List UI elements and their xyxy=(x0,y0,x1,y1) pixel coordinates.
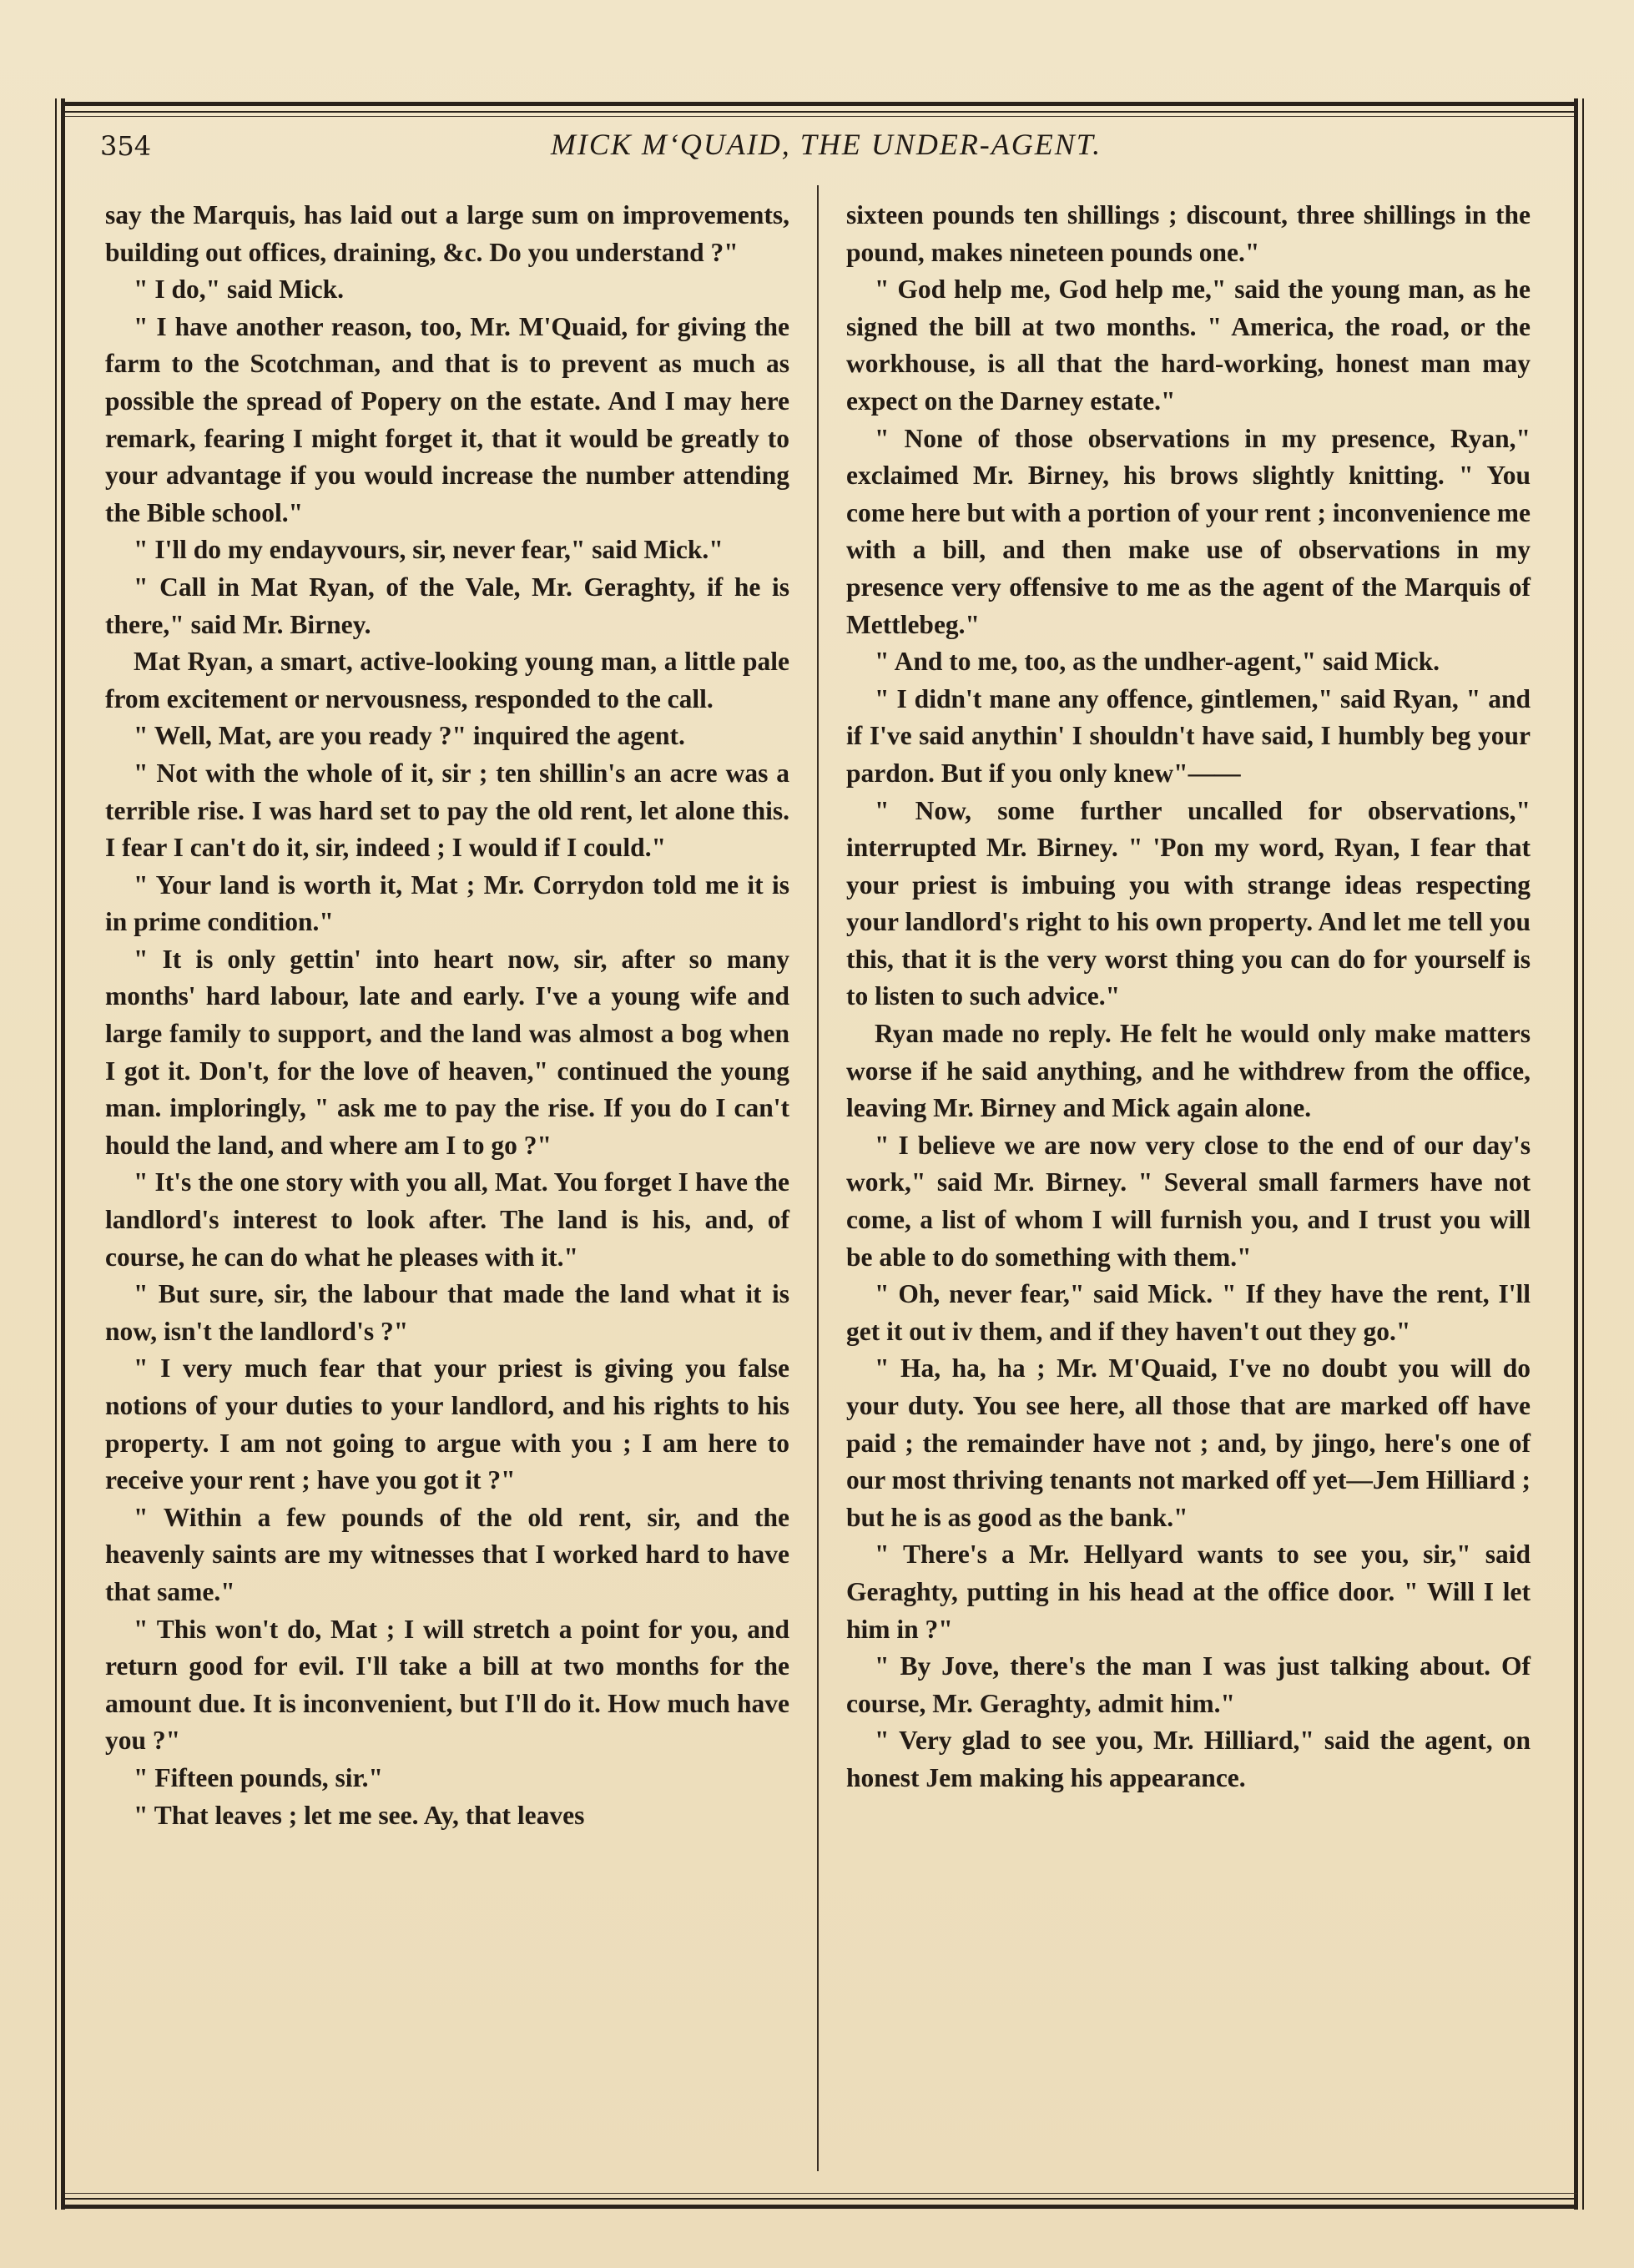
paragraph: Mat Ryan, a smart, active-looking young man, a little pale from excitement or nervousness, responded to the call. xyxy=(105,647,789,713)
left-column xyxy=(105,197,789,1834)
paragraph: " This won't do, Mat ; I will stretch a point for you, and return good for evil. I'll take a bill at two months for the amount due. It is inconvenient, but I'll do it. How much have you ?" xyxy=(105,1614,789,1756)
paragraph: " Well, Mat, are you ready ?" inquired the agent. xyxy=(134,721,685,751)
right-column xyxy=(846,197,1531,1797)
paragraph: " Call in Mat Ryan, of the Vale, Mr. Geraghty, if he is there," said Mr. Birney. xyxy=(105,572,789,639)
paragraph: " Oh, never fear," said Mick. " If they have the rent, I'll get it out iv them, and if they haven't out they go." xyxy=(846,1279,1531,1346)
right-border xyxy=(1574,98,1584,2210)
page-header xyxy=(92,125,1561,167)
top-rule xyxy=(65,102,1577,106)
paragraph: " By Jove, there's the man I was just talking about. Of course, Mr. Geraghty, admit him." xyxy=(846,1651,1531,1718)
paragraph: " It's the one story with you all, Mat. You forget I have the landlord's interest to look after. The land is his, and, of course, he can do what he pleases with it." xyxy=(105,1167,789,1272)
paragraph: " I didn't mane any offence, gintlemen," said Ryan, " and if I've said anythin' I shouldn't have said, I humbly beg your pardon. But if you only knew"—— xyxy=(846,683,1531,788)
paragraph: " Not with the whole of it, sir ; ten shillin's an acre was a terrible rise. I was hard set to pay the old rent, let alone this. I fear I can't do it, sir, indeed ; I would if I could." xyxy=(105,758,789,863)
paragraph: say the Marquis, has laid out a large sum on improvements, building out offices, draining, &c. Do you understand ?" xyxy=(105,200,789,267)
paragraph: " Your land is worth it, Mat ; Mr. Corrydon told me it is in prime condition." xyxy=(105,869,789,937)
paragraph: " I believe we are now very close to the end of our day's work," said Mr. Birney. " Several small farmers have not come, a list of whom I will furnish you, and I trust you will be able to do something with them." xyxy=(846,1130,1531,1272)
paragraph: sixteen pounds ten shillings ; discount, three shillings in the pound, makes nineteen pounds one." xyxy=(846,200,1531,267)
paragraph: " I'll do my endayvours, sir, never fear," said Mick." xyxy=(134,535,724,565)
paragraph: Ryan made no reply. He felt he would only make matters worse if he said anything, and he withdrew from the office, leaving Mr. Birney and Mick again alone. xyxy=(846,1019,1531,1123)
paragraph: " I have another reason, too, Mr. M'Quaid, for giving the farm to the Scotchman, and that is to prevent as much as possible the spread of Popery on the estate. And I may here remark, fearing I might forget it, that it would be greatly to your advantage if you would increase the number attending the Bible school." xyxy=(105,311,789,527)
paragraph: " But sure, sir, the labour that made the land what it is now, isn't the landlord's ?" xyxy=(105,1279,789,1346)
paragraph: " I do," said Mick. xyxy=(134,275,345,305)
paragraph: " It is only gettin' into heart now, sir, after so many months' hard labour, late and early. I've a young wife and large family to support, and the land was almost a bog when I got it. Don't, for the love of heaven," continued the young man. imploringly, " ask me to pay the rise. If you do I can't hould the land, and where am I to go ?" xyxy=(105,944,789,1160)
left-border xyxy=(55,98,65,2210)
paragraph: " There's a Mr. Hellyard wants to see you, sir," said Geraghty, putting in his head at the office door. " Will I let him in ?" xyxy=(846,1540,1531,1644)
page-number: 354 xyxy=(100,130,152,162)
paragraph: " Now, some further uncalled for observations," interrupted Mr. Birney. " 'Pon my word, Ryan, I fear that your priest is imbuing you with strange ideas respecting your landlord's right to his own property. And let me tell you this, that it is the very worst thing you can do for yourself is to listen to such advice." xyxy=(846,795,1531,1011)
paragraph: " That leaves ; let me see. Ay, that leaves xyxy=(134,1800,585,1830)
paragraph: " Very glad to see you, Mr. Hilliard," said the agent, on honest Jem making his appearance. xyxy=(846,1726,1531,1792)
paragraph: " Fifteen pounds, sir." xyxy=(134,1762,383,1792)
paragraph: " None of those observations in my presence, Ryan," exclaimed Mr. Birney, his brows slightly knitting. " You come here but with a portion of your rent ; inconvenience me with a bill, and then make use of observations in my presence very offensive to me as the agent of the Marquis of Mettlebeg." xyxy=(846,423,1531,639)
paragraph: " Within a few pounds of the old rent, sir, and the heavenly saints are my witnesses that I worked hard to have that same." xyxy=(105,1502,789,1606)
top-rule-thin xyxy=(65,111,1577,113)
paragraph: " Ha, ha, ha ; Mr. M'Quaid, I've no doubt you will do your duty. You see here, all those that are marked off have paid ; the remainder have not ; and, by jingo, here's one of our most thriving tenants not marked off yet—Jem Hilliard ; but he is as good as the bank." xyxy=(846,1353,1531,1532)
top-rule-hairline xyxy=(65,116,1577,117)
paragraph: " I very much fear that your priest is giving you false notions of your duties to your landlord, and his rights to his property. I am not going to argue with you ; I am here to receive your rent ; have you got it ?" xyxy=(105,1353,789,1495)
paragraph: " God help me, God help me," said the young man, as he signed the bill at two months. " America, the road, or the workhouse, is all that the hard-working, honest man may expect on the Darney estate." xyxy=(846,275,1531,416)
bottom-rule-thin xyxy=(65,2198,1577,2200)
running-title: MICK M‘QUAID, THE UNDER-AGENT. xyxy=(550,128,1102,161)
bottom-rule xyxy=(65,2205,1577,2209)
bottom-rule-hairline xyxy=(65,2193,1577,2194)
paragraph: " And to me, too, as the undher-agent," said Mick. xyxy=(875,647,1440,677)
column-divider xyxy=(817,185,819,2171)
